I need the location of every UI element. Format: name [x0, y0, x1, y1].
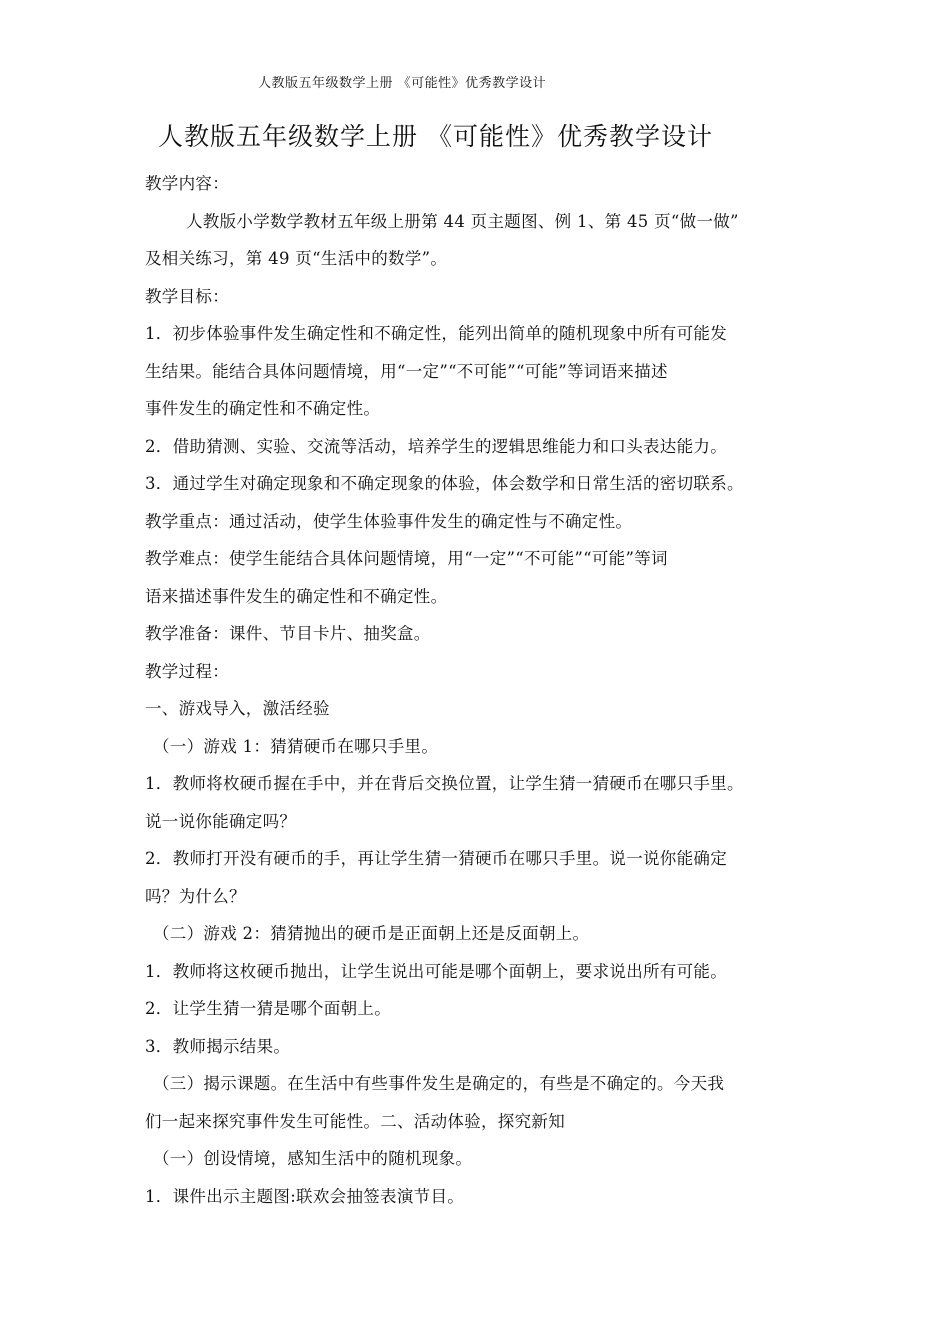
paragraph-line: 生结果。能结合具体问题情境，用“一定”“不可能”“可能”等词语来描述 — [145, 361, 668, 381]
step-item: 3．教师揭示结果。 — [145, 1036, 291, 1056]
paragraph-line: 们一起来探究事件发生可能性。二、活动体验，探究新知 — [145, 1111, 565, 1131]
step-item: 2．教师打开没有硬币的手，再让学生猜一猜硬币在哪只手里。说一说你能确定 — [145, 849, 727, 868]
step-item: 1．教师将枚硬币握在手中，并在背后交换位置，让学生猜一猜硬币在哪只手里。 — [145, 774, 744, 793]
step-item: 1．课件出示主题图:联欢会抽签表演节目。 — [145, 1186, 465, 1206]
step-item: 2．让学生猜一猜是哪个面朝上。 — [145, 999, 391, 1018]
goal-item-3: 3．通过学生对确定现象和不确定现象的体验，体会数学和日常生活的密切联系。 — [145, 474, 744, 493]
paragraph-line: 人教版小学数学教材五年级上册第 44 页主题图、例 1、第 45 页“做一做” — [186, 211, 739, 231]
section-heading-content: 教学内容： — [145, 174, 229, 193]
goal-item-2: 2．借助猜测、实验、交流等活动，培养学生的逻辑思维能力和口头表达能力。 — [145, 436, 727, 456]
step-item: 1．教师将这枚硬币抛出，让学生说出可能是哪个面朝上，要求说出所有可能。 — [145, 961, 727, 981]
section-heading-goals: 教学目标： — [145, 286, 229, 306]
running-header: 人教版五年级数学上册 《可能性》优秀教学设计 — [258, 76, 547, 91]
game-2-heading: （二）游戏 2：猜猜抛出的硬币是正面朝上还是反面朝上。 — [153, 924, 590, 943]
paragraph-line: 吗？为什么？ — [145, 886, 246, 906]
paragraph-line: 说一说你能确定吗？ — [145, 811, 297, 831]
document-title: 人教版五年级数学上册 《可能性》优秀教学设计 — [158, 122, 713, 151]
difficult-point: 教学难点：使学生能结合具体问题情境，用“一定”“不可能”“可能”等词 — [145, 549, 668, 568]
game-1-heading: （一）游戏 1：猜猜硬币在哪只手里。 — [153, 736, 439, 756]
preparation: 教学准备：课件、节目卡片、抽奖盒。 — [145, 624, 431, 643]
situation-heading: （一）创设情境，感知生活中的随机现象。 — [153, 1149, 473, 1168]
topic-reveal: （三）揭示课题。在生活中有些事件发生是确定的，有些是不确定的。今天我 — [153, 1074, 725, 1093]
paragraph-line: 语来描述事件发生的确定性和不确定性。 — [145, 586, 448, 606]
section-heading-process: 教学过程： — [145, 661, 229, 681]
document-body — [145, 172, 813, 1222]
paragraph-line: 事件发生的确定性和不确定性。 — [145, 399, 381, 418]
key-point: 教学重点：通过活动，使学生体验事件发生的确定性与不确定性。 — [145, 511, 633, 531]
part-heading-1: 一、游戏导入，激活经验 — [145, 699, 330, 718]
goal-item-1: 1．初步体验事件发生确定性和不确定性，能列出简单的随机现象中所有可能发 — [145, 324, 727, 343]
paragraph-line: 及相关练习，第 49 页“生活中的数学”。 — [145, 249, 448, 268]
